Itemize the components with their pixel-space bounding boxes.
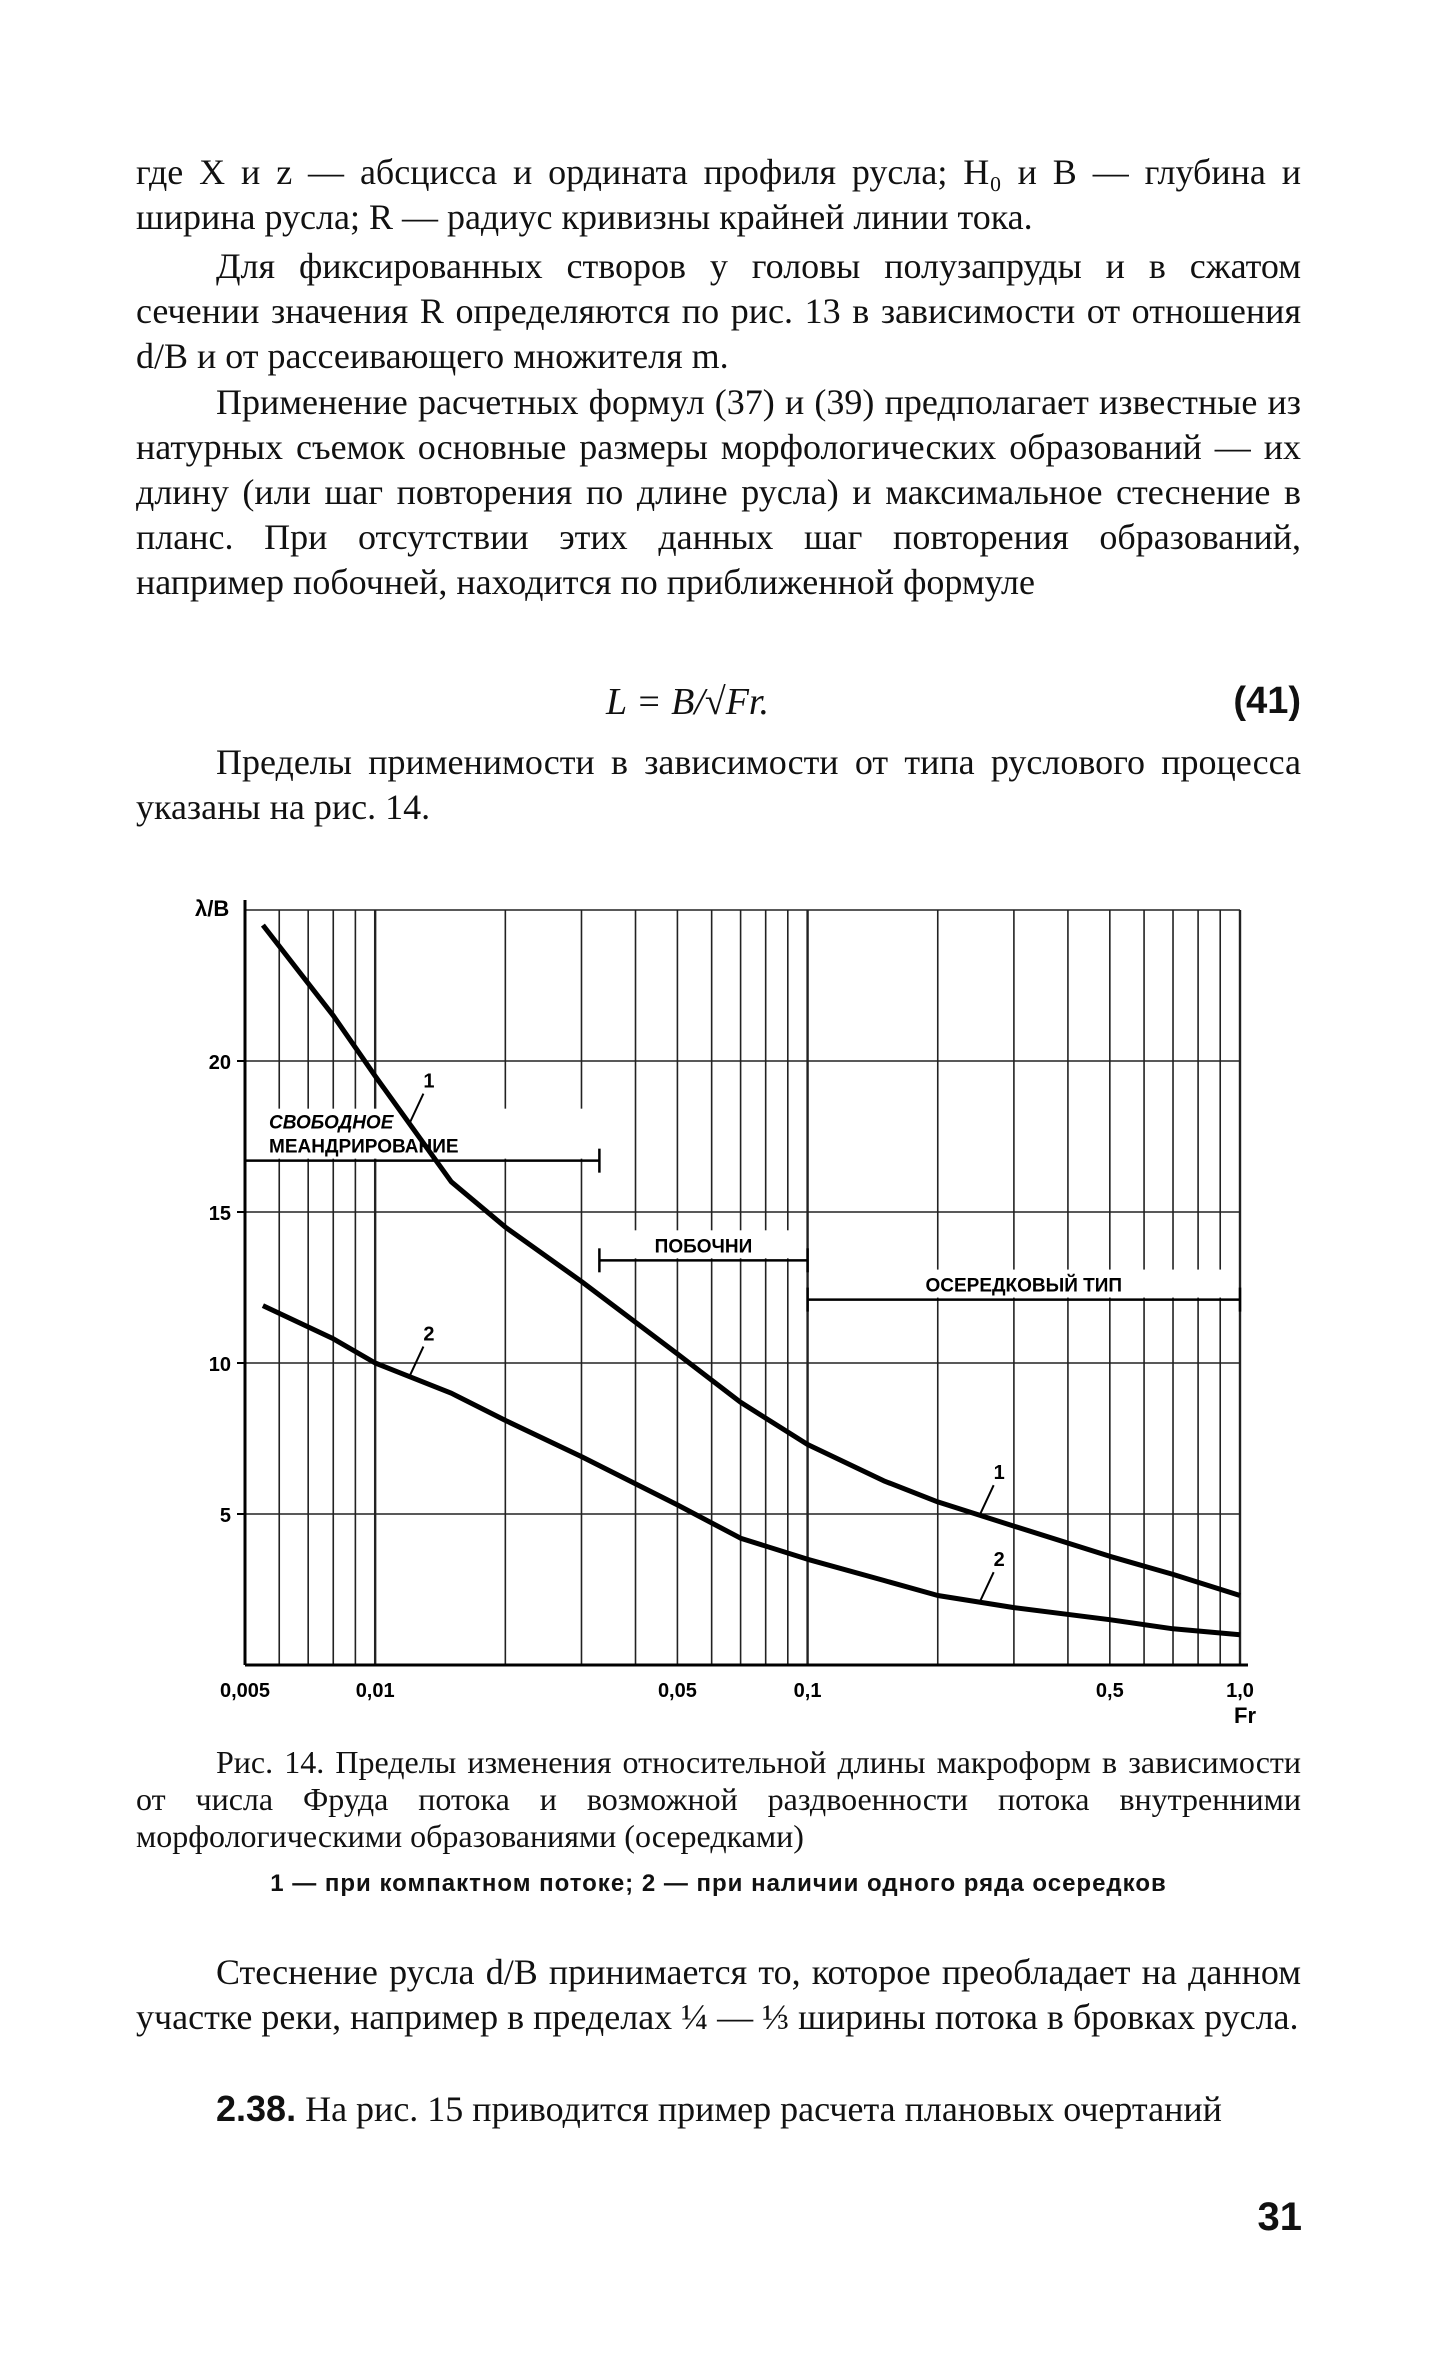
page-number: 31 [1257, 2195, 1302, 2239]
y-tick-label: 5 [219, 1505, 231, 1527]
y-axis-label: λ/B [195, 896, 230, 921]
figure-caption: Рис. 14. Пределы изменения относительной длины макроформ в зависимости от числа Фруда потока и возможной раздвоенности потока внутренними морфологическими образованиями (осередками) [136, 1744, 1301, 1854]
paragraph-4: Пределы применимости в зависимости от типа руслового процесса указаны на рис. 14. [136, 742, 1301, 827]
paragraph-2: Для фиксированных створов у головы полузапруды и в сжатом сечении значения R определяются по рис. 13 в зависимости от отношения d/B и от рассеивающего множителя m. [136, 246, 1301, 376]
section-number: 2.38. [216, 2088, 297, 2129]
figure-legend: 1 — при компактном потоке; 2 — при наличии одного ряда осередков [270, 1870, 1167, 1897]
chart-axes [195, 896, 1256, 1728]
x-tick-label: 0,005 [219, 1680, 271, 1702]
series-line-2 [263, 1306, 1240, 1635]
x-tick-label: 0,5 [1095, 1680, 1124, 1702]
region-label: СВОБОДНОЕ [269, 1112, 394, 1134]
formula-41 [136, 680, 1301, 730]
paragraph-3: Применение расчетных формул (37) и (39) предполагает известные из натурных съемок основные размеры морфологических образований — их длину (или шаг повторения по длине русла) и максимальное стеснение в планс. При отсутствии этих данных шаг повторения образований, например побочней, находится по приближенной формуле [136, 382, 1301, 602]
paragraph-5: Стеснение русла d/B принимается то, которое преобладает на данном участке реки, например в пределах ¼ — ⅓ ширины потока в бровках русла. [136, 1952, 1301, 2037]
x-axis-label: Fr [1234, 1703, 1256, 1728]
curve-label-leader [409, 1347, 423, 1377]
curve-label: 2 [993, 1549, 1005, 1572]
x-tick-label: 1,0 [1226, 1680, 1254, 1702]
curve-label: 1 [993, 1462, 1005, 1485]
region-label: МЕАНДРИРОВАНИЕ [269, 1136, 459, 1158]
x-tick-label: 0,01 [355, 1680, 395, 1702]
y-tick-label: 20 [208, 1052, 231, 1074]
x-tick-label: 0,05 [657, 1680, 697, 1702]
curve-label-leader [980, 1572, 994, 1602]
curve-label: 2 [423, 1323, 435, 1346]
y-tick-label: 15 [208, 1203, 231, 1225]
figure-14-chart [0, 870, 1452, 1750]
formula-number: (41) [1233, 680, 1301, 722]
chart-regions [245, 1109, 1240, 1312]
curve-label: 1 [423, 1070, 435, 1093]
paragraph-1: где X и z — абсцисса и ордината профиля русла; H₀ и B — глубина и ширина русла; R — радиус кривизны крайней линии тока. [136, 152, 1301, 237]
region-label: ОСЕРЕДКОВЫЙ ТИП [925, 1275, 1123, 1297]
x-tick-label: 0,1 [793, 1680, 822, 1702]
formula-expression: L = B/√Fr. [606, 681, 770, 723]
region-label: ПОБОЧНИ [654, 1236, 753, 1258]
curve-label-leader [980, 1485, 994, 1515]
paragraph-6-text: На рис. 15 приводится пример расчета плановых очертаний [296, 2089, 1222, 2129]
paragraph-6 [136, 2086, 1301, 2132]
y-tick-label: 10 [208, 1354, 231, 1376]
